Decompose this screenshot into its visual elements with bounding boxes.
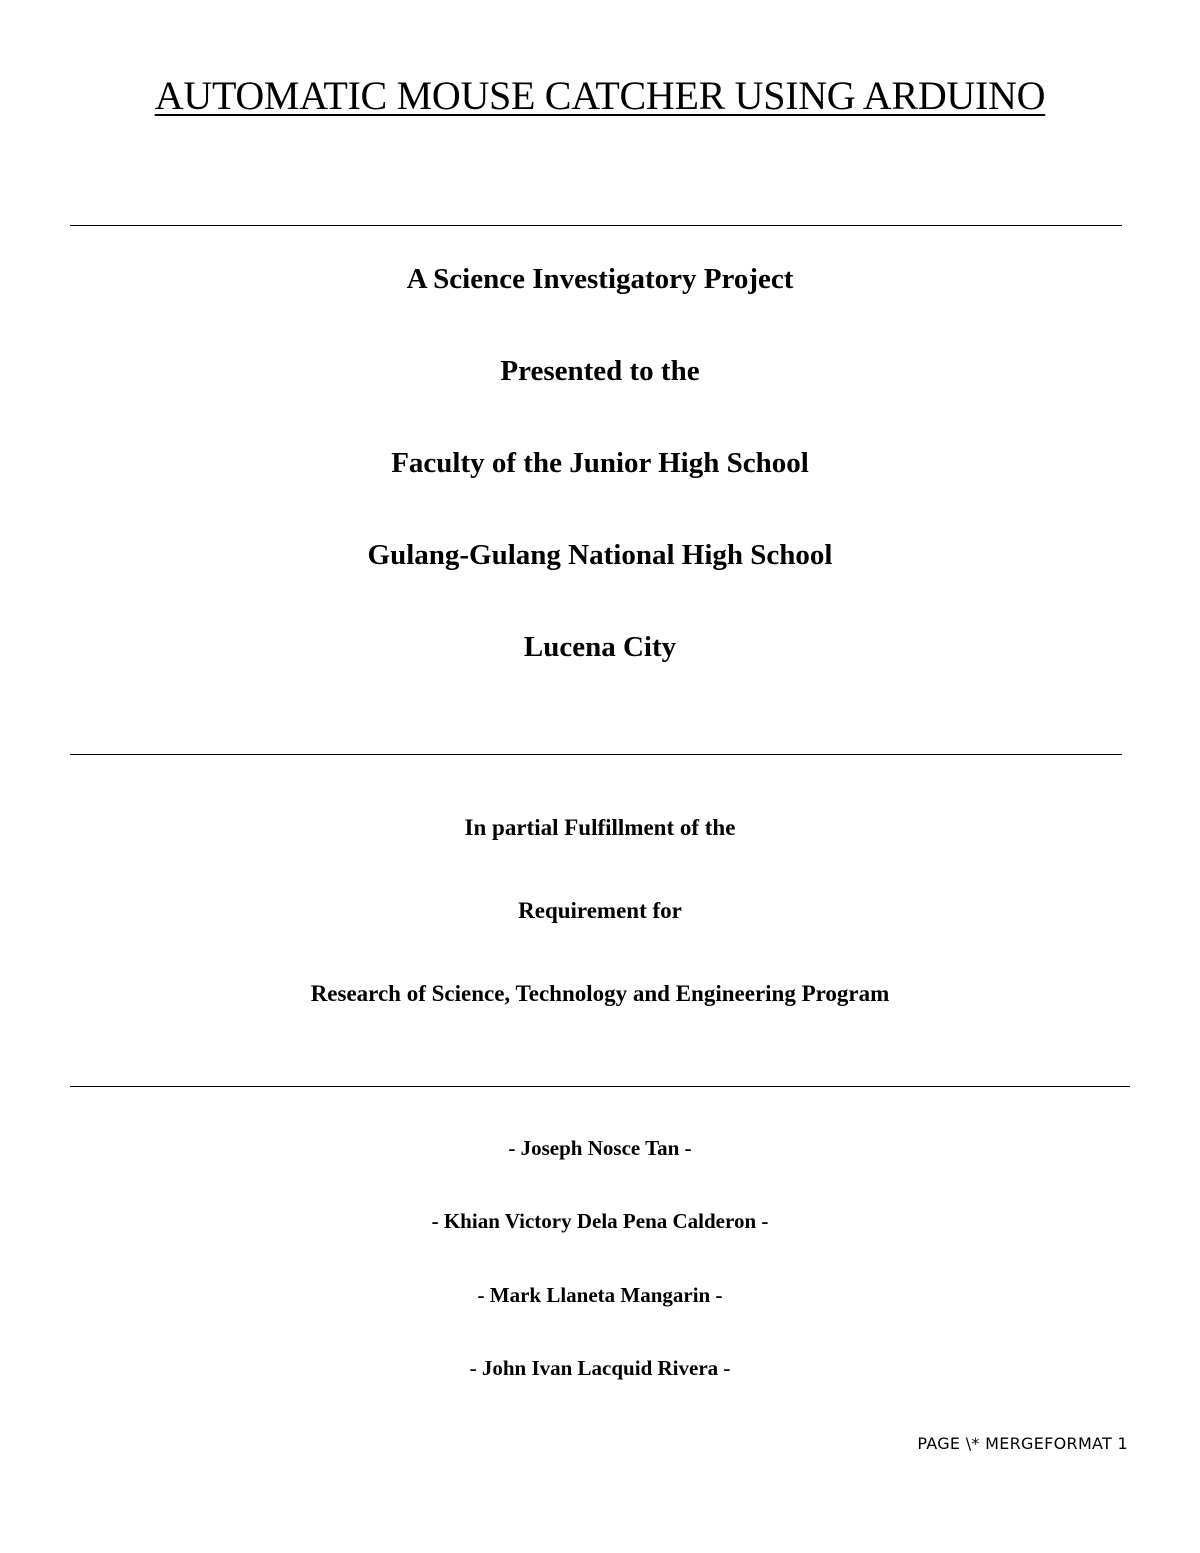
divider-middle	[70, 754, 1122, 755]
project-type: A Science Investigatory Project	[406, 263, 794, 295]
presented-to: Presented to the	[500, 355, 700, 387]
program-name: Research of Science, Technology and Engineering Program	[310, 981, 890, 1006]
author-3: - Mark Llaneta Mangarin -	[477, 1283, 723, 1307]
school-name: Gulang-Gulang National High School	[367, 539, 833, 571]
divider-bottom	[70, 1086, 1130, 1087]
author-4: - John Ivan Lacquid Rivera -	[469, 1356, 731, 1380]
page-footer: PAGE \* MERGEFORMAT 1	[917, 1434, 1128, 1453]
author-2: - Khian Victory Dela Pena Calderon -	[431, 1209, 769, 1233]
fulfillment-line-2: Requirement for	[518, 898, 682, 923]
author-1: - Joseph Nosce Tan -	[508, 1136, 692, 1160]
fulfillment-line-1: In partial Fulfillment of the	[464, 815, 736, 840]
document-title: AUTOMATIC MOUSE CATCHER USING ARDUINO	[154, 73, 1046, 118]
city-name: Lucena City	[523, 631, 677, 663]
faculty-name: Faculty of the Junior High School	[391, 447, 809, 479]
divider-top	[70, 225, 1122, 226]
